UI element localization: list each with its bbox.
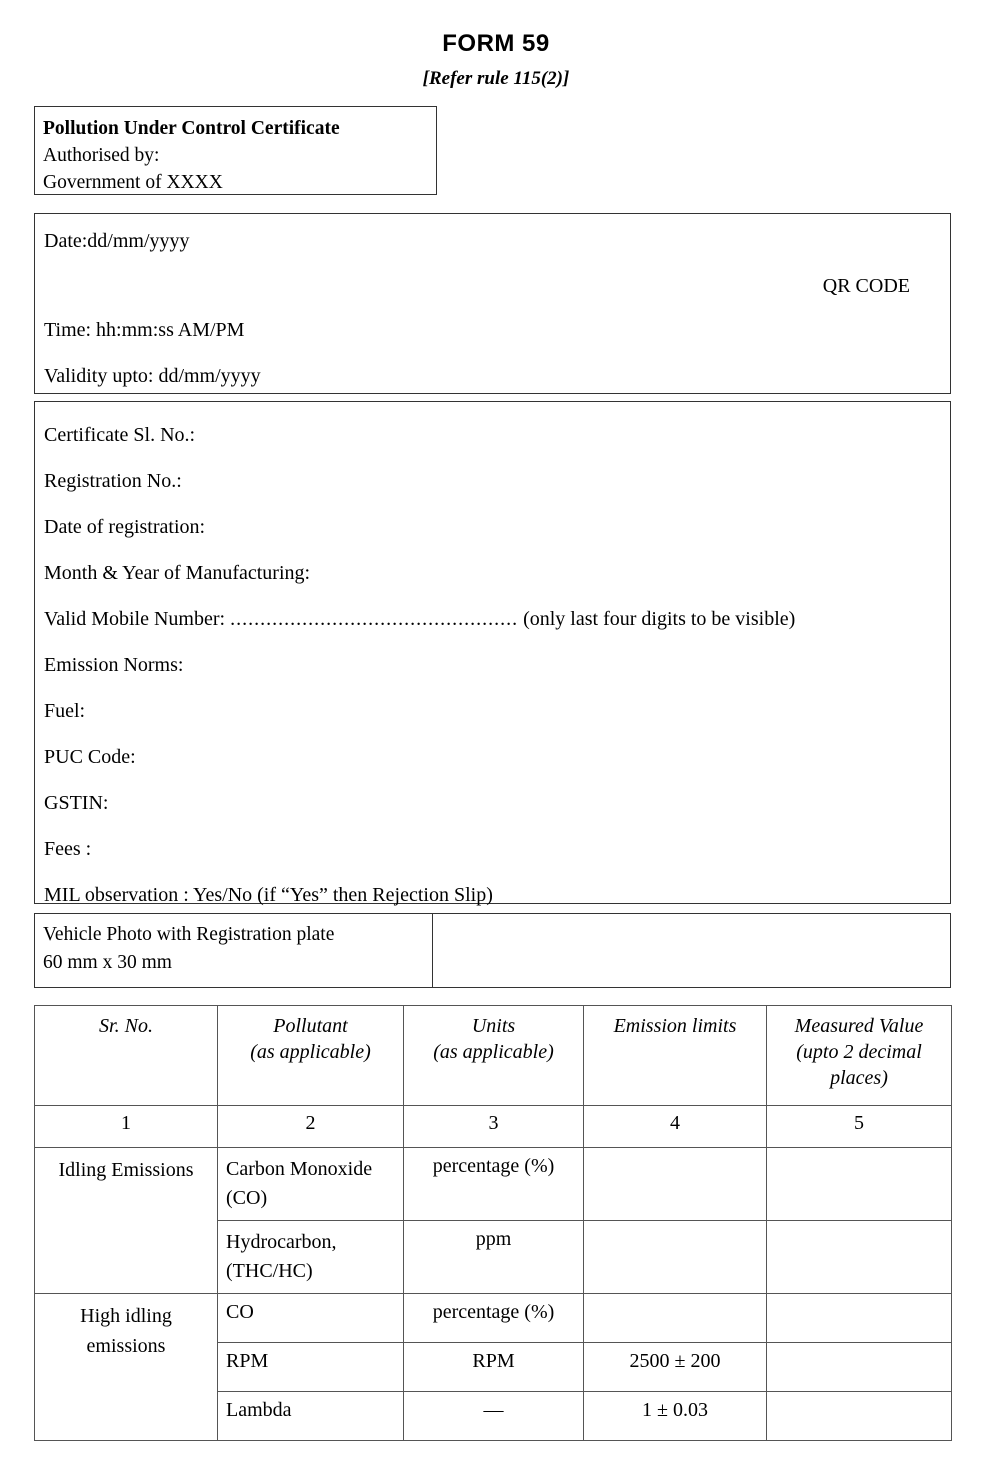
validity-upto-field: Validity upto: dd/mm/yyyy (44, 365, 261, 387)
limit-rpm: 2500 ± 200 (584, 1343, 767, 1392)
vehicle-photo-label-cell (35, 914, 433, 987)
units-rpm: RPM (404, 1343, 584, 1392)
vehicle-photo-placeholder (433, 914, 950, 987)
field-registration-no: Registration No.: (44, 470, 182, 492)
field-gstin: GSTIN: (44, 792, 109, 814)
table-row (35, 1148, 952, 1221)
units-lambda: — (404, 1392, 584, 1441)
vehicle-photo-size: 60 mm x 30 mm (43, 952, 172, 973)
issue-date-field: Date:dd/mm/yyyy (44, 230, 190, 252)
header-sr-no (35, 1006, 218, 1106)
qr-code-placeholder: QR CODE (822, 275, 910, 297)
vehicle-photo-label: Vehicle Photo with Registration plate (43, 924, 335, 945)
limit-carbon-monoxide[interactable] (584, 1148, 767, 1221)
header-pollutant (218, 1006, 404, 1106)
column-number-4: 4 (584, 1106, 767, 1148)
units-high-idling-co: percentage (%) (404, 1294, 584, 1343)
mobile-label: Valid Mobile Number: (44, 608, 231, 630)
column-number-row (35, 1106, 952, 1148)
field-mil-observation: MIL observation : Yes/No (if “Yes” then Rejection Slip) (44, 884, 493, 906)
mobile-dotted-fill: ................................................ (230, 608, 519, 630)
pollutant-high-idling-co: CO (218, 1294, 404, 1343)
measured-high-idling-co[interactable] (767, 1294, 952, 1343)
table-header-row (35, 1006, 952, 1106)
column-number-3: 3 (404, 1106, 584, 1148)
units-carbon-monoxide: percentage (%) (404, 1148, 584, 1221)
field-month-year-manufacturing: Month & Year of Manufacturing: (44, 562, 311, 584)
emission-table-body (35, 1148, 952, 1441)
issue-details-box (34, 213, 951, 394)
pollutant-lambda: Lambda (218, 1392, 404, 1441)
header-measured-value-main: Measured Value (794, 1015, 924, 1037)
header-pollutant-main: Pollutant (273, 1015, 348, 1037)
mobile-note: (only last four digits to be visible) (518, 608, 796, 630)
field-date-of-registration: Date of registration: (44, 516, 206, 538)
header-emission-limits (584, 1006, 767, 1106)
emission-results-table (34, 1005, 952, 1441)
measured-carbon-monoxide[interactable] (767, 1148, 952, 1221)
header-emission-limits-main: Emission limits (613, 1015, 737, 1037)
table-row (35, 1294, 952, 1343)
field-valid-mobile-number (40, 596, 950, 642)
column-number-5: 5 (767, 1106, 952, 1148)
group-label-high-idling-emissions: High idling emissions (35, 1294, 218, 1441)
vehicle-photo-box (34, 913, 951, 988)
column-number-2: 2 (218, 1106, 404, 1148)
header-sr-no-main: Sr. No. (99, 1015, 153, 1037)
pollutant-rpm: RPM (218, 1343, 404, 1392)
emission-table-head (35, 1006, 952, 1148)
rule-reference: [Refer rule 115(2)] (422, 68, 570, 89)
limit-high-idling-co[interactable] (584, 1294, 767, 1343)
header-measured-value-sub: (upto 2 decimal places) (796, 1041, 922, 1089)
field-fees: Fees : (44, 838, 92, 860)
certificate-title: Pollution Under Control Certificate (43, 118, 340, 139)
pollutant-carbon-monoxide: Carbon Monoxide (CO) (218, 1148, 404, 1221)
pollutant-hydrocarbon: Hydrocarbon, (THC/HC) (218, 1221, 404, 1294)
limit-lambda: 1 ± 0.03 (584, 1392, 767, 1441)
issue-time-field: Time: hh:mm:ss AM/PM (44, 319, 245, 341)
measured-lambda[interactable] (767, 1392, 952, 1441)
authorised-by-label: Authorised by: (43, 145, 160, 166)
certificate-details-box (34, 401, 951, 904)
limit-hydrocarbon[interactable] (584, 1221, 767, 1294)
header-units-sub: (as applicable) (433, 1041, 554, 1063)
field-puc-code: PUC Code: (44, 746, 136, 768)
header-units (404, 1006, 584, 1106)
group-label-idling-emissions: Idling Emissions (35, 1148, 218, 1294)
field-emission-norms: Emission Norms: (44, 654, 184, 676)
header-measured-value (767, 1006, 952, 1106)
header-units-main: Units (471, 1015, 516, 1037)
page-title: FORM 59 (442, 30, 550, 57)
header-pollutant-sub: (as applicable) (250, 1041, 371, 1063)
authority-box (34, 106, 437, 195)
units-hydrocarbon: ppm (404, 1221, 584, 1294)
government-name: Government of XXXX (43, 172, 223, 193)
field-certificate-sl-no: Certificate Sl. No.: (44, 424, 196, 446)
field-fuel: Fuel: (44, 700, 86, 722)
measured-hydrocarbon[interactable] (767, 1221, 952, 1294)
measured-rpm[interactable] (767, 1343, 952, 1392)
column-number-1: 1 (35, 1106, 218, 1148)
